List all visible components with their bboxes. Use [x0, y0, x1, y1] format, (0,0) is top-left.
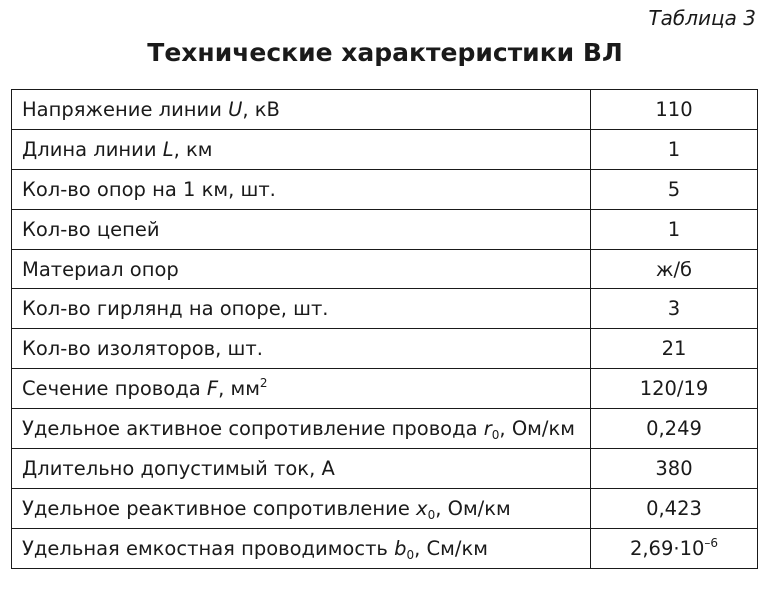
param-cell: Удельное реактивное сопротивление $x_0$, Ом/км [12, 488, 591, 528]
table-title: Технические характеристики ВЛ [147, 38, 623, 67]
table-row [12, 169, 758, 209]
table-row [12, 90, 758, 130]
value-cell: 0,423 [591, 488, 758, 528]
param-cell: Сечение провода F, $мм^2$ [12, 369, 591, 409]
param-cell: Кол-во цепей [12, 209, 591, 249]
value-cell: ж/б [591, 249, 758, 289]
param-cell: Материал опор [12, 249, 591, 289]
table-row [12, 209, 758, 249]
table-row [12, 528, 758, 568]
table-row [12, 449, 758, 489]
param-cell: Удельное активное сопротивление провода $r_0$, Ом/км [12, 409, 591, 449]
value-cell: $2,69\cdot 10^{-6}$ [591, 528, 758, 568]
value-cell: 1 [591, 129, 758, 169]
table-row [12, 329, 758, 369]
table-row [12, 249, 758, 289]
param-cell: Кол-во опор на 1 км, шт. [12, 169, 591, 209]
table-row [12, 488, 758, 528]
param-cell: Удельная емкостная проводимость $b_0$, См/км [12, 528, 591, 568]
table-row [12, 409, 758, 449]
param-cell: Напряжение линии U, кВ [12, 90, 591, 130]
table-row [12, 129, 758, 169]
table-caption: Таблица 3 [648, 6, 756, 30]
value-cell: 3 [591, 289, 758, 329]
param-cell: Длина линии L, км [12, 129, 591, 169]
value-cell: 380 [591, 449, 758, 489]
table-row [12, 369, 758, 409]
specs-table [11, 89, 758, 569]
value-cell: 110 [591, 90, 758, 130]
param-cell: Кол-во гирлянд на опоре, шт. [12, 289, 591, 329]
table-row [12, 289, 758, 329]
value-cell: 0,249 [591, 409, 758, 449]
param-cell: Длительно допустимый ток, А [12, 449, 591, 489]
value-cell: 21 [591, 329, 758, 369]
param-cell: Кол-во изоляторов, шт. [12, 329, 591, 369]
value-cell: 5 [591, 169, 758, 209]
value-cell: 1 [591, 209, 758, 249]
value-cell: 120/19 [591, 369, 758, 409]
